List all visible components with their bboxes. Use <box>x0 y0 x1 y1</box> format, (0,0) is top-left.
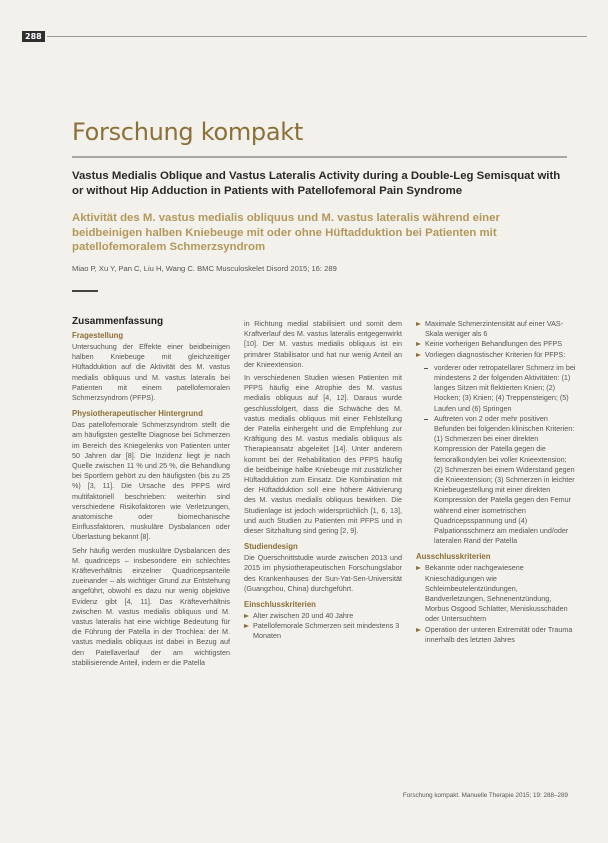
header-rule <box>47 36 587 37</box>
exclusion-list <box>416 563 576 645</box>
list-item: Keine vorherigen Behandlungen des PFPS <box>416 339 576 349</box>
list-item: vorderer oder retropatellarer Schmerz im bei mindestens 2 der folgenden Aktivitäten: (1) langes Sitzen mit flektierten Knien; (2) Hocken; (3) Knien; (4) Treppensteigen; (5) Laufen und (6) Springen <box>416 363 576 414</box>
design-heading: Studiendesign <box>244 542 298 552</box>
list-item: Bekannte oder nachgewiesene Knieschädigungen wie Schleimbeutelentzündungen, Bandverletzungen, Sehnenentzündung, Morbus Osgood Schlatter, Meniskusschäden oder Untersuchtem <box>416 563 576 624</box>
list-item: Patellofemorale Schmerzen seit mindestens 3 Monaten <box>244 621 402 641</box>
question-heading: Fragestellung <box>72 331 124 340</box>
column-2 <box>244 319 402 645</box>
question-text: Untersuchung der Effekte einer beidbeinigen halben Kniebeuge mit gleichzeitiger Hüftadduktion auf die Aktivität des M. vastus medialis obliquus und M. vastus lateralis bei Patienten mit einem patellofemoralen Schmerzsyndrom (PFPS). <box>72 342 230 403</box>
design-text: Die Querschnittstudie wurde zwischen 2013 und 2015 im physiotherapeutischen Forschungslabor des Krankenhauses der Sun-Yat-Sen-Universität (Guangzhou, China) durchgeführt. <box>244 553 402 593</box>
list-item: Vorliegen diagnostischer Kriterien für PFPS: <box>416 350 576 360</box>
page-number: 288 <box>22 31 45 42</box>
background-text-2: Sehr häufig werden muskuläre Dysbalancen des M. quadriceps – insbesondere ein schlechtes Kräfteverhältnis einzelner Quadricepsanteile zueinander – als wichtiger Grund zur Entstehung angeführt, obwohl es dazu nur wenig objektive Evidenz gibt [4, 11]. Das Kräfteverhältnis zwischen M. vastus medialis obliquus und M. vastus lateralis hat eine wichtige Bedeutung für die Führung der Patella in der Trochlea: der M. vastus medialis obliquus ist dabei in Bezug auf den Patellaverlauf der am wichtigsten stabilisierende Anteil, indem er die Patella <box>72 545 230 667</box>
title-rule <box>72 156 567 158</box>
list-item: Auftreten von 2 oder mehr positiven Befunden bei folgenden klinischen Kriterien: (1) Schmerzen bei einer direkten Kompression der Patella gegen die femoralkondylen bei voller Knieextension; (2) Schmerzen bei einem Widerstand gegen die Knieextension; (3) Schmerzen in leichter Kniebeugestellung mit einer direkten Kompression der Patella gegen den Femur während einer isometrischen Quadricepsspannung und (4) Palpationsschmerz am medialen und/oder lateralen Rand der Patella <box>416 414 576 547</box>
list-item: Operation der unteren Extremität oder Trauma innerhalb des letzten Jahres <box>416 625 576 645</box>
inclusion-list-continued <box>416 319 576 360</box>
article-citation: Miao P, Xu Y, Pan C, Liu H, Wang C. BMC Musculoskelet Disord 2015; 16: 289 <box>72 264 337 273</box>
summary-heading: Zusammenfassung <box>72 316 164 327</box>
background-text-3: in Richtung medial stabilisiert und somit dem Kraftverlauf des M. vastus lateralis entgegenwirkt [10]. Der M. vastus medialis obliquus ist ein primärer Stabilisator und hat nur wenig Anteil an der Knieextension. <box>244 319 402 369</box>
article-title-en: Vastus Medialis Oblique and Vastus Lateralis Activity during a Double-Leg Semisquat with or without Hip Adduction in Patients with Patellofemoral Pain Syndrome <box>72 170 561 197</box>
page-footer: Forschung kompakt. Manuelle Therapie 2015; 19: 288–289 <box>402 792 568 799</box>
diagnostic-criteria-list <box>416 363 576 547</box>
column-1 <box>72 316 230 671</box>
article-title-de: Aktivität des M. vastus medialis obliquus und M. vastus lateralis während einer beidbeinigen halben Kniebeuge mit oder ohne Hüftadduktion bei Patienten mit patellofemoralem Schmerzsyndrom <box>72 212 500 253</box>
list-item: Maximale Schmerzintensität auf einer VAS-Skala weniger als 6 <box>416 319 576 339</box>
citation-rule <box>72 290 98 292</box>
inclusion-heading: Einschlusskriterien <box>244 600 316 610</box>
column-3 <box>416 319 576 648</box>
inclusion-list <box>244 611 402 642</box>
background-text-4: In verschiedenen Studien wiesen Patienten mit PFPS häufig eine Atrophie des M. vastus medialis obliquus auf [4, 12]. Daraus wurde geschlussfolgert, dass die Schwäche des M. vastus medialis obliquus mit einer Fehlstellung der Patella einhergeht und die Empfehlung zur Kräftigung des M. vastus medialis obliquus als Therapieansatz abgeleitet [14]. Unter anderem kommt bei der Rehabilitation des PFPS häufig die beidbeinige halbe Kniebeuge mit zusätzlicher Hüftadduktion zum Einsatz. Die Kombination mit der Hüftadduktion soll eine höhere Aktivierung des M. vastus medialis obliquus bewirken. Die Studienlage ist jedoch widersprüchlich [1, 6, 13], und auch Studien zu Patienten mit PFPS und in dieser Sitzhaltung sind gering [2, 9]. <box>244 373 402 536</box>
section-title: Forschung kompakt <box>72 118 303 146</box>
exclusion-heading: Ausschlusskriterien <box>416 552 491 562</box>
background-heading: Physiotherapeutischer Hintergrund <box>72 409 203 419</box>
list-item: Alter zwischen 20 und 40 Jahre <box>244 611 402 621</box>
background-text-1: Das patellofemorale Schmerzsyndrom stellt die am häufigsten gestellte Diagnose bei Schmerzen im Bereich des Kniegelenks von Patienten unter 50 Jahren dar [8]. Die Inzidenz liegt je nach Quelle zwischen 11 % und 25 %, die Behandlung bei Sportlern gehört zu den häufigsten (bis zu 25 %) [3, 11]. Die Ursache des PFPS wird multifaktoriell beschrieben: weiterhin sind verschiedene Risikofaktoren wie Verletzungen, anatomische oder biomechanische Einflussfaktoren, muskuläre Dysbalancen oder Überlastung bekannt [8]. <box>72 420 230 542</box>
